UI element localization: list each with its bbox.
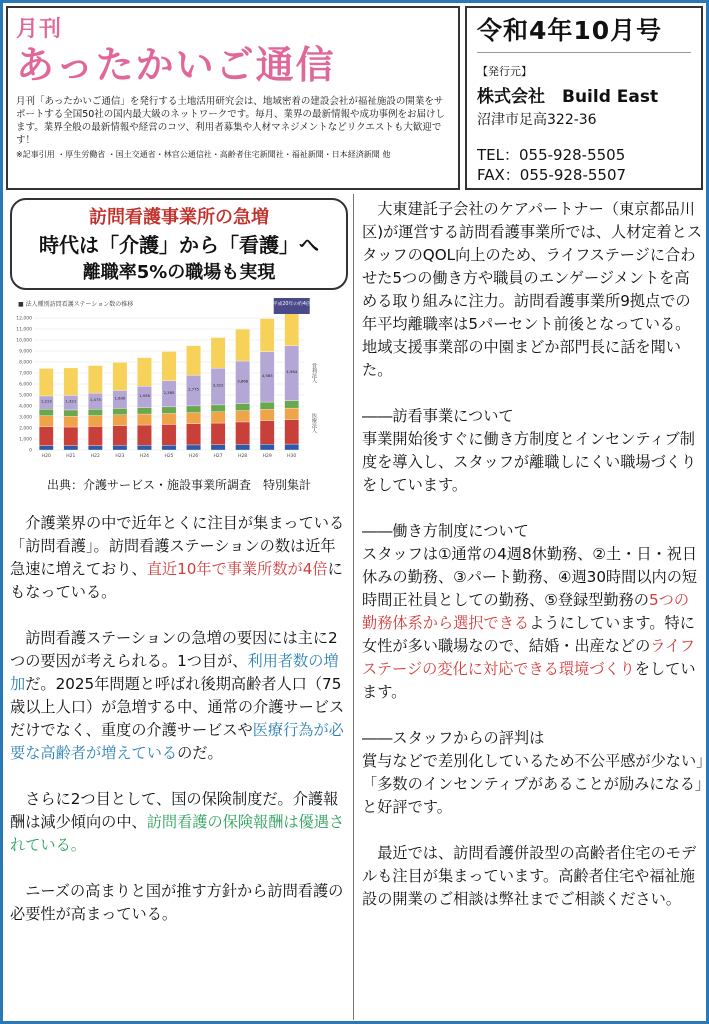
right-article	[362, 198, 704, 934]
bar-segment	[236, 445, 250, 451]
data-label: 3,322	[212, 382, 224, 388]
left-paragraph-4	[10, 880, 350, 926]
bar-segment	[186, 346, 200, 376]
bar-segment	[162, 413, 176, 424]
highlight-red: 5つの勤務体系から選択できる	[362, 591, 690, 632]
headline-box	[10, 198, 348, 290]
x-tick-label: H29	[262, 454, 272, 459]
masthead-intro: 月刊「あったかいご通信」を発行する土地活用研究会は、地域密着の建設会社が福祉施設の開業をサポートする全国50社の国内最大級のネットワークです。毎月、業界の最新情報や成功事例をお届けします。業界全般の最新情報や経営のコツ、利用者募集や人材マネジメントなどリクエストも大歓迎です！	[16, 96, 446, 146]
qa-block-2	[362, 520, 704, 704]
right-paragraph-1	[362, 198, 704, 382]
y-tick-label: 7,000	[19, 371, 32, 377]
publisher-name: 株式会社 Build East	[477, 87, 659, 107]
publisher-tel: TEL：055-928-5505	[477, 146, 626, 164]
x-tick-label: H30	[287, 454, 297, 459]
bar-segment	[113, 408, 127, 414]
bar-segment	[285, 444, 299, 450]
x-tick-label: H28	[238, 454, 248, 459]
y-tick-label: 4,000	[19, 404, 32, 410]
headline-line-3: 離職率5%の職場も実現	[82, 262, 276, 283]
left-article	[10, 512, 350, 949]
column-divider	[353, 194, 354, 1020]
highlight-green: 訪問看護の保険報酬は優遇されている。	[10, 813, 345, 854]
data-label: 1,321	[65, 398, 77, 404]
y-tick-label: 0	[29, 448, 32, 454]
highlight-red: 直近10年で事業所数が4倍	[146, 560, 328, 578]
bar-segment	[88, 426, 102, 445]
bar-segment	[236, 422, 250, 445]
x-tick-label: H27	[213, 454, 223, 459]
bar-segment	[64, 410, 78, 416]
qa-block-3	[362, 727, 704, 819]
bar-segment	[211, 338, 225, 369]
highlight-red: ライフステージの変化に対応できる環境づくり	[362, 637, 695, 678]
headline-line-1: 訪問看護事業所の急増	[89, 207, 269, 228]
y-tick-label: 12,000	[16, 316, 32, 322]
text-run: 介護業界の中で近年とくに注目が集まっている「訪問看護」。訪問看護ステーションの数は近年急速に増えており、	[10, 514, 345, 578]
bar-segment	[285, 312, 299, 346]
y-tick-label: 2,000	[19, 426, 32, 432]
bar-segment	[88, 446, 102, 450]
y-tick-label: 9,000	[19, 349, 32, 355]
text-run: 大東建託子会社のケアパートナー（東京都品川区)が運営する訪問看護事業所では、人材定着とスタッフのQOL向上のため、ライフステージに合わせた5つの働き方や職員のエンゲージメントを高める取り組みに注力。訪問看護事業所9拠点での年平均離職率は5パーセント前後となっている。地域支援事業部の中園まどか部門長に話を聞いた。	[362, 200, 703, 379]
x-tick-label: H21	[66, 454, 76, 459]
bar-segment	[113, 362, 127, 390]
bar-segment	[137, 414, 151, 425]
side-label: 医療法人	[311, 413, 317, 433]
bar-segment	[260, 444, 274, 450]
side-label: 営利法人	[311, 363, 317, 383]
bar-segment	[186, 406, 200, 413]
bar-segment	[260, 409, 274, 420]
bar-segment	[211, 412, 225, 423]
y-tick-label: 3,000	[19, 415, 32, 421]
text-run: さらに2つ目として、国の保険制度だ。介護報酬は減少傾向の中、	[10, 790, 339, 831]
bar-segment	[260, 402, 274, 409]
bar-segment	[236, 329, 250, 361]
bar-segment	[162, 407, 176, 414]
question-heading: ――働き方制度について	[362, 522, 529, 540]
data-label: 2,775	[188, 386, 199, 392]
bar-segment	[64, 416, 78, 427]
bar-segment	[113, 415, 127, 426]
y-tick-label: 1,000	[19, 437, 32, 443]
bar-segment	[285, 408, 299, 420]
publisher-address: 沼津市足高322-36	[477, 112, 597, 128]
text-run: ニーズの高まりと国が推す方針から訪問看護の必要性が高まっている。	[10, 882, 344, 923]
bar-segment	[186, 445, 200, 450]
data-label: 1,936	[139, 392, 150, 398]
bar-segment	[162, 351, 176, 380]
text-run: だ。2025年問題と呼ばれ後期高齢者人口（75歳以上人口）が急増する中、通常の介護サービスだけでなく、重度の介護サービスや	[10, 675, 345, 739]
x-tick-label: H22	[90, 454, 100, 459]
bar-segment	[88, 416, 102, 427]
highlight-blue: 医療行為が必要な高齢者が増えている	[10, 721, 344, 762]
left-paragraph-1	[10, 512, 350, 604]
text-run: 訪問看護ステーションの急増の要因には主に2つの要因が考えられる。1つ目が、	[10, 629, 338, 670]
bar-segment	[137, 425, 151, 445]
publisher-box	[465, 6, 703, 190]
text-run: 最近では、訪問看護併設型の高齢者住宅のモデルも注目が集まっています。高齢者住宅や福祉施設の開業のご相談は弊社までご相談ください。	[362, 844, 697, 908]
text-run: のだ。	[177, 744, 223, 762]
y-tick-label: 10,000	[16, 338, 32, 344]
bar-segment	[236, 411, 250, 422]
bar-segment	[137, 445, 151, 450]
bar-segment	[39, 427, 53, 446]
bar-segment	[186, 424, 200, 445]
y-tick-label: 5,000	[19, 393, 32, 399]
qa-block-1	[362, 405, 704, 497]
answer-text: をしています。	[362, 660, 696, 701]
text-run: にもなっている。	[10, 560, 343, 601]
left-paragraph-3	[10, 788, 350, 857]
data-label: 1,630	[114, 395, 126, 401]
chart-caption: 出典：介護サービス・施設事業所調査 特別集計	[46, 478, 311, 492]
bar-segment	[64, 446, 78, 450]
chart-title: ■ 法人種別訪問看護ステーション数の推移	[18, 301, 134, 308]
highlight-blue: 利用者数の増加	[10, 652, 339, 693]
answer-text: 事業開始後すぐに働き方制度とインセンティブ制度を導入し、スタッフが離職しにくい職場づくりをしています。	[362, 430, 697, 494]
bar-segment	[260, 421, 274, 445]
x-tick-label: H24	[139, 454, 150, 459]
masthead-sources: ※記事引用 ・厚生労働省 ・国土交通省・林官公通信社・高齢者住宅新聞社・福祉新聞・日本経済新聞 他	[16, 150, 391, 159]
bar-segment	[88, 366, 102, 394]
callout-text: 平成20年の約4倍	[272, 302, 311, 307]
data-label: 2,385	[163, 389, 175, 395]
y-tick-label: 11,000	[16, 327, 32, 333]
publisher-label: 【発行元】	[477, 65, 532, 78]
question-heading: ――訪看事業について	[362, 407, 514, 425]
bar-segment	[186, 413, 200, 424]
bar-segment	[162, 445, 176, 450]
chart-svg	[10, 296, 348, 464]
bar-segment	[211, 423, 225, 445]
bar-segment	[285, 420, 299, 444]
bar-segment	[39, 368, 53, 396]
issue-date: 令和4年10月号	[477, 14, 691, 53]
bar-segment	[88, 409, 102, 415]
x-tick-label: H20	[41, 454, 51, 459]
headline-line-2: 時代は「介護」から「看護」へ	[39, 233, 319, 257]
question-heading: ――スタッフからの評判は	[362, 729, 545, 747]
data-label: 1,475	[89, 397, 101, 403]
masthead	[6, 6, 460, 190]
y-tick-label: 6,000	[19, 382, 32, 388]
right-paragraph-closing	[362, 842, 704, 911]
bar-segment	[137, 408, 151, 414]
data-label: 1,213	[40, 398, 52, 404]
bar-segment	[39, 416, 53, 427]
answer-text: スタッフは①通常の4週8休勤務、②土・日・祝日休みの勤務、③パート勤務、④週30時間以内の短時間正社員としての勤務、⑤登録型勤務の	[362, 545, 698, 609]
bar-segment	[260, 319, 274, 352]
publisher-fax: FAX：055-928-5507	[477, 166, 627, 184]
masthead-title: あったかいご通信	[16, 43, 336, 87]
data-label: 3,868	[237, 378, 249, 384]
x-tick-label: H26	[188, 454, 199, 459]
answer-text: 賞与などで差別化しているため不公平感が少ない」「多数のインセンティブがあることが励みになる」と好評です。	[362, 752, 704, 816]
bar-segment	[285, 401, 299, 408]
answer-text: ようにしています。特に女性が多い職場なので、結婚・出産などの	[362, 614, 695, 655]
bar-segment	[113, 426, 127, 446]
bar-segment	[211, 445, 225, 450]
bar-segment	[236, 404, 250, 411]
bar-segment	[211, 405, 225, 412]
bar-segment	[113, 445, 127, 450]
data-label: 4,585	[261, 372, 273, 378]
bar-segment	[64, 427, 78, 446]
x-tick-label: H23	[115, 454, 125, 459]
bar-segment	[137, 358, 151, 387]
bar-segment	[64, 368, 78, 396]
x-tick-label: H25	[164, 454, 174, 459]
y-tick-label: 8,000	[19, 360, 32, 366]
left-paragraph-2	[10, 627, 350, 765]
station-chart	[10, 296, 348, 464]
data-label: 4,984	[286, 369, 298, 375]
bar-segment	[39, 446, 53, 450]
masthead-kicker: 月刊	[16, 17, 63, 42]
bar-segment	[162, 424, 176, 445]
bar-segment	[39, 409, 53, 415]
